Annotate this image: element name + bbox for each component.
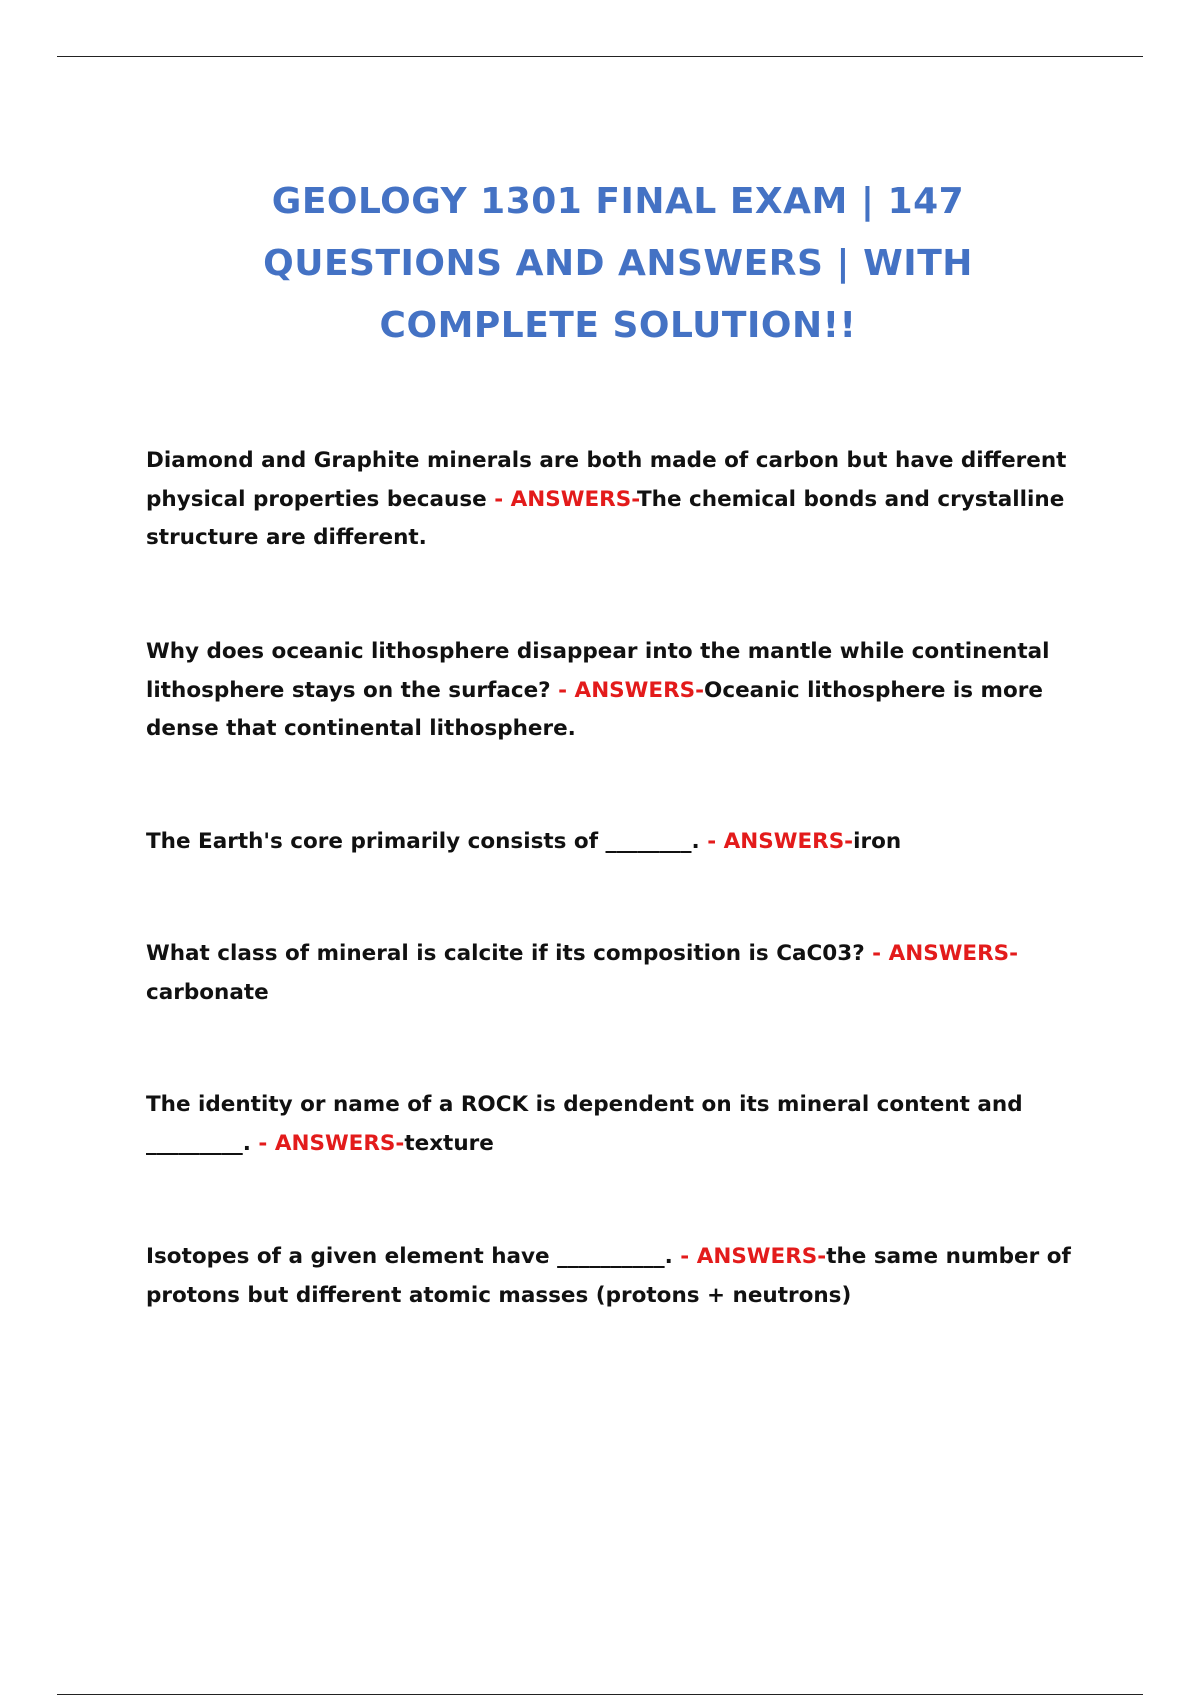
title-line: COMPLETE SOLUTION!! — [379, 305, 857, 347]
title-line: GEOLOGY 1301 FINAL EXAM | 147 — [271, 181, 965, 223]
answer-tag: - ANSWERS- — [680, 1244, 827, 1269]
bottom-rule — [57, 1694, 1143, 1695]
title-line: QUESTIONS AND ANSWERS | WITH — [263, 243, 973, 285]
top-rule — [57, 56, 1143, 57]
answer-tag: - ANSWERS- — [558, 677, 705, 703]
qa-item — [146, 1238, 1086, 1315]
answer-tag: - ANSWERS- — [872, 941, 1019, 966]
answer-text: The chemical bonds and crystalline structure are different. — [146, 486, 1065, 550]
qa-item — [146, 1086, 1086, 1163]
answer-text: the same number of protons but different atomic masses (protons + neutrons) — [146, 1244, 1071, 1308]
qa-item — [146, 633, 1086, 749]
qa-item — [146, 823, 1086, 862]
question-text: Isotopes of a given element have __________. — [146, 1244, 673, 1269]
qa-item — [146, 935, 1086, 1012]
question-text: The Earth's core primarily consists of ________. — [146, 829, 700, 854]
answer-text: iron — [853, 829, 902, 854]
document-title — [150, 171, 1086, 357]
answer-text: carbonate — [146, 979, 269, 1005]
question-text: The identity or name of a ROCK is dependent on its mineral content and _________. — [146, 1092, 1023, 1156]
qa-item — [146, 442, 1086, 558]
answer-tag: - ANSWERS- — [707, 829, 854, 854]
answer-text: Oceanic lithosphere is more dense that continental lithosphere. — [146, 677, 1043, 741]
answer-text: texture — [404, 1130, 494, 1156]
question-text: What class of mineral is calcite if its composition is CaC03? — [146, 941, 865, 966]
question-text: Diamond and Graphite minerals are both made of carbon but have different physical properties because — [146, 448, 1067, 512]
answer-tag: - ANSWERS- — [494, 486, 637, 512]
answer-tag: - ANSWERS- — [258, 1130, 405, 1156]
question-text: Why does oceanic lithosphere disappear into the mantle while continental lithosphere stays on the surface? — [146, 639, 1050, 703]
